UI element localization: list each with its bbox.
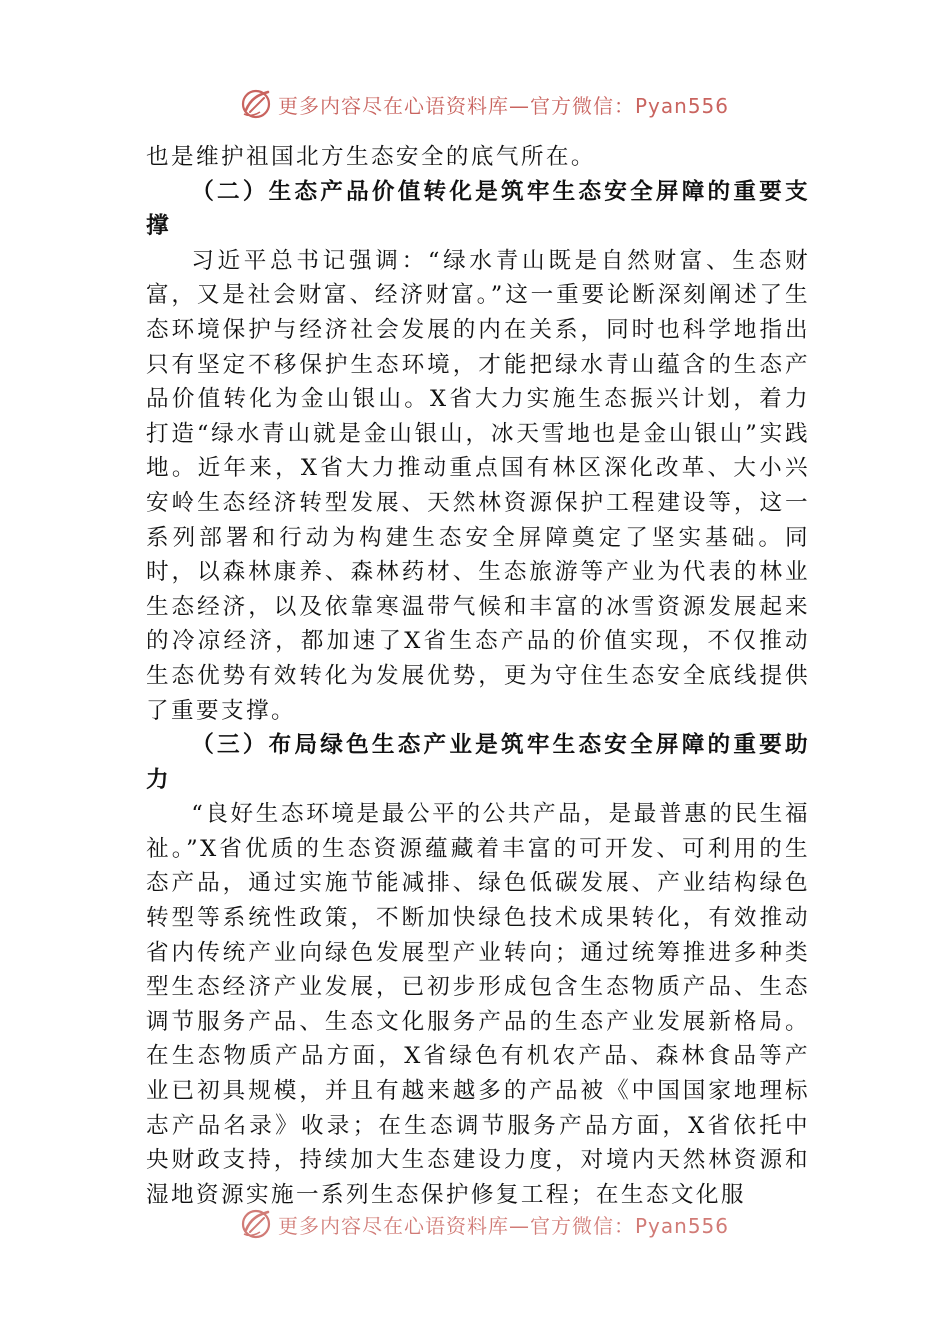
watermark-footer — [238, 1206, 729, 1242]
document-body — [146, 140, 810, 1212]
section-heading-3: （三）布局绿色生态产业是筑牢生态安全屏障的重要助力 — [146, 732, 810, 793]
watermark-text: 更多内容尽在心语资料库—官方微信：Pyan556 — [278, 1213, 730, 1238]
pen-swirl-logo-icon — [238, 86, 274, 122]
pen-swirl-logo-icon — [238, 1206, 274, 1242]
watermark-header — [238, 86, 729, 122]
watermark-text: 更多内容尽在心语资料库—官方微信：Pyan556 — [278, 93, 730, 118]
paragraph-body-2: “良好生态环境是最公平的公共产品，是最普惠的民生福祉。”X省优质的生态资源蕴藏着丰富的可开发、可利用的生态产品，通过实施节能减排、绿色低碳发展、产业结构绿色转型等系统性政策，不断加快绿色技术成果转化，有效推动省内传统产业向绿色发展型产业转向；通过统筹推进多种类型生态经济产业发展，已初步形成包含生态物质产品、生态调节服务产品、生态文化服务产品的生态产业发展新格局。在生态物质产品方面，X省绿色有机农产品、森林食品等产业已初具规模，并且有越来越多的产品被《中国国家地理标志产品名录》收录；在生态调节服务产品方面，X省依托中央财政支持，持续加大生态建设力度，对境内天然林资源和湿地资源实施一系列生态保护修复工程；在生态文化服 — [146, 801, 810, 1208]
section-heading-2: （二）生态产品价值转化是筑牢生态安全屏障的重要支撑 — [146, 178, 810, 240]
paragraph-continuation: 也是维护祖国北方生态安全的底气所在。 — [146, 144, 596, 170]
paragraph-body-1: 习近平总书记强调：“绿水青山既是自然财富、生态财富，又是社会财富、经济财富。”这一重要论断深刻阐述了生态环境保护与经济社会发展的内在关系，同时也科学地指出只有坚定不移保护生态环境，才能把绿水青山蕴含的生态产品价值转化为金山银山。X省大力实施生态振兴计划，着力打造“绿水青山就是金山银山，冰天雪地也是金山银山”实践地。近年来，X省大力推动重点国有林区深化改革、大小兴安岭生态经济转型发展、天然林资源保护工程建设等，这一系列部署和行动为构建生态安全屏障奠定了坚实基础。同时，以森林康养、森林药材、生态旅游等产业为代表的林业生态经济，以及依靠寒温带气候和丰富的冰雪资源发展起来的冷凉经济，都加速了X省生态产品的价值实现，不仅推动生态优势有效转化为发展优势，更为守住生态安全底线提供了重要支撑。 — [146, 247, 810, 724]
